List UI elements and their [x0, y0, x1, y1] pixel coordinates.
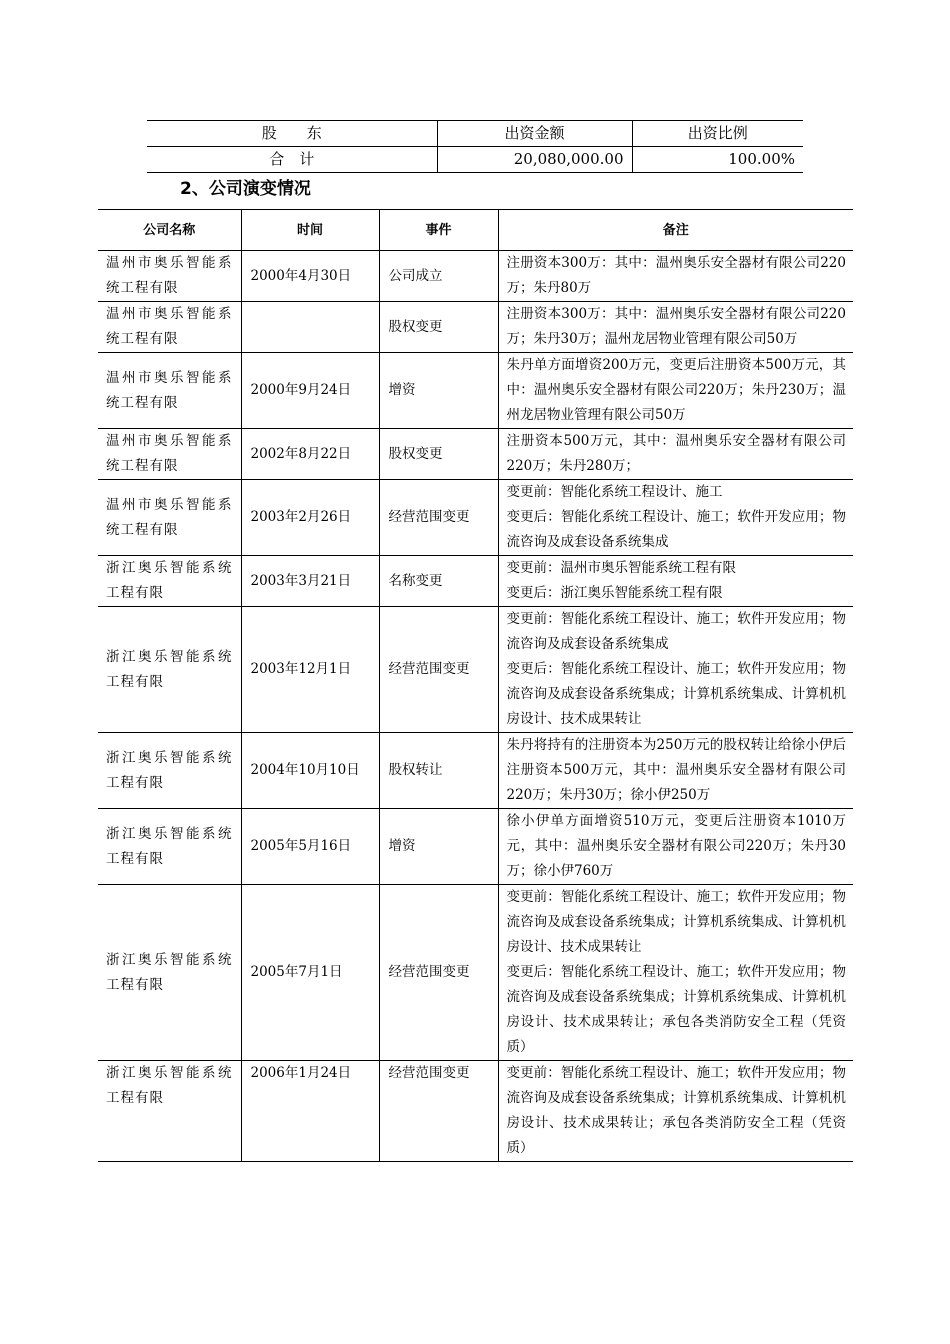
header-company: 公司名称: [98, 210, 241, 251]
notes-cell: [498, 251, 853, 302]
notes-line: 变更后：浙江奥乐智能系统工程有限: [506, 585, 723, 601]
table-row: [98, 302, 853, 353]
event-cell: 增资: [379, 353, 498, 429]
event-cell: 经营范围变更: [379, 607, 498, 733]
event-cell: 增资: [379, 809, 498, 885]
table-row: [98, 1061, 853, 1162]
header-ratio: 出资比例: [632, 121, 803, 147]
notes-cell: [498, 885, 853, 1061]
table-row: [98, 733, 853, 809]
notes-line: 注册资本500万元，其中：温州奥乐安全器材有限公司220万；朱丹280万；: [506, 433, 846, 474]
table-row: [98, 809, 853, 885]
shareholder-header-row: [147, 121, 803, 147]
notes-cell: [498, 809, 853, 885]
table-row: [98, 885, 853, 1061]
history-table: [98, 209, 853, 1162]
company-name-cell: 浙江奥乐智能系统工程有限: [98, 885, 241, 1061]
date-cell: 2005年7月1日: [241, 885, 379, 1061]
notes-line: 变更前：智能化系统工程设计、施工: [506, 484, 723, 500]
event-cell: 股权变更: [379, 429, 498, 480]
total-ratio: 100.00%: [632, 147, 803, 173]
date-cell: 2000年9月24日: [241, 353, 379, 429]
notes-line: 徐小伊单方面增资510万元，变更后注册资本1010万元，其中：温州奥乐安全器材有限公司220万；朱丹30万；徐小伊760万: [506, 813, 846, 879]
table-row: [98, 607, 853, 733]
company-name-cell: 温州市奥乐智能系统工程有限: [98, 353, 241, 429]
company-name-cell: 温州市奥乐智能系统工程有限: [98, 302, 241, 353]
company-name-cell: 温州市奥乐智能系统工程有限: [98, 251, 241, 302]
section-heading: 2、公司演变情况: [180, 179, 311, 199]
notes-line: 朱丹将持有的注册资本为250万元的股权转让给徐小伊后注册资本500万元，其中：温州奥乐安全器材有限公司220万；朱丹30万；徐小伊250万: [506, 737, 846, 803]
header-notes: 备注: [498, 210, 853, 251]
notes-line: 变更后：智能化系统工程设计、施工；软件开发应用；物流咨询及成套设备系统集成；计算机系统集成、计算机机房设计、技术成果转让: [506, 661, 846, 727]
history-header-row: [98, 210, 853, 251]
notes-cell: [498, 302, 853, 353]
date-cell: 2003年12月1日: [241, 607, 379, 733]
notes-line: 变更前：智能化系统工程设计、施工；软件开发应用；物流咨询及成套设备系统集成；计算机系统集成、计算机机房设计、技术成果转让: [506, 889, 846, 955]
notes-line: 变更后：智能化系统工程设计、施工；软件开发应用；物流咨询及成套设备系统集成: [506, 509, 846, 550]
event-cell: 经营范围变更: [379, 1061, 498, 1162]
notes-line: 变更前：智能化系统工程设计、施工；软件开发应用；物流咨询及成套设备系统集成；计算机系统集成、计算机机房设计、技术成果转让；承包各类消防安全工程（凭资质）: [506, 1065, 846, 1156]
notes-line: 朱丹单方面增资200万元，变更后注册资本500万元，其中：温州奥乐安全器材有限公司220万；朱丹230万；温州龙居物业管理有限公司50万: [506, 357, 846, 423]
total-amount: 20,080,000.00: [437, 147, 632, 173]
notes-cell: [498, 607, 853, 733]
notes-cell: [498, 733, 853, 809]
table-row: [98, 251, 853, 302]
notes-cell: [498, 429, 853, 480]
date-cell: 2000年4月30日: [241, 251, 379, 302]
table-row: [98, 353, 853, 429]
company-name-cell: 浙江奥乐智能系统工程有限: [98, 809, 241, 885]
event-cell: 经营范围变更: [379, 885, 498, 1061]
company-name-cell: 温州市奥乐智能系统工程有限: [98, 429, 241, 480]
notes-line: 变更前：智能化系统工程设计、施工；软件开发应用；物流咨询及成套设备系统集成: [506, 611, 846, 652]
notes-cell: [498, 353, 853, 429]
header-event: 事件: [379, 210, 498, 251]
table-row: [98, 480, 853, 556]
event-cell: 名称变更: [379, 556, 498, 607]
header-date: 时间: [241, 210, 379, 251]
event-cell: 股权转让: [379, 733, 498, 809]
notes-line: 变更后：智能化系统工程设计、施工；软件开发应用；物流咨询及成套设备系统集成；计算机系统集成、计算机机房设计、技术成果转让；承包各类消防安全工程（凭资质）: [506, 964, 846, 1055]
company-name-cell: 浙江奥乐智能系统工程有限: [98, 607, 241, 733]
company-name-cell: 浙江奥乐智能系统工程有限: [98, 556, 241, 607]
date-cell: 2004年10月10日: [241, 733, 379, 809]
company-name-cell: 浙江奥乐智能系统工程有限: [98, 733, 241, 809]
event-cell: 公司成立: [379, 251, 498, 302]
notes-line: 变更前：温州市奥乐智能系统工程有限: [506, 560, 736, 576]
date-cell: 2003年3月21日: [241, 556, 379, 607]
table-row: [98, 556, 853, 607]
shareholder-total-row: [147, 147, 803, 173]
date-cell: 2003年2月26日: [241, 480, 379, 556]
company-name-cell: 浙江奥乐智能系统工程有限: [98, 1061, 241, 1162]
date-cell: 2006年1月24日: [241, 1061, 379, 1162]
date-cell: 2002年8月22日: [241, 429, 379, 480]
date-cell: [241, 302, 379, 353]
notes-line: 注册资本300万：其中：温州奥乐安全器材有限公司220万；朱丹80万: [506, 255, 846, 296]
company-name-cell: 温州市奥乐智能系统工程有限: [98, 480, 241, 556]
total-label: 合 计: [147, 147, 437, 173]
notes-cell: [498, 480, 853, 556]
event-cell: 股权变更: [379, 302, 498, 353]
header-amount: 出资金额: [437, 121, 632, 147]
event-cell: 经营范围变更: [379, 480, 498, 556]
date-cell: 2005年5月16日: [241, 809, 379, 885]
history-body: [98, 251, 853, 1162]
notes-cell: [498, 1061, 853, 1162]
notes-line: 注册资本300万：其中：温州奥乐安全器材有限公司220万；朱丹30万；温州龙居物业管理有限公司50万: [506, 306, 846, 347]
shareholder-table: [147, 120, 803, 173]
table-row: [98, 429, 853, 480]
header-shareholder: 股 东: [147, 121, 437, 147]
notes-cell: [498, 556, 853, 607]
